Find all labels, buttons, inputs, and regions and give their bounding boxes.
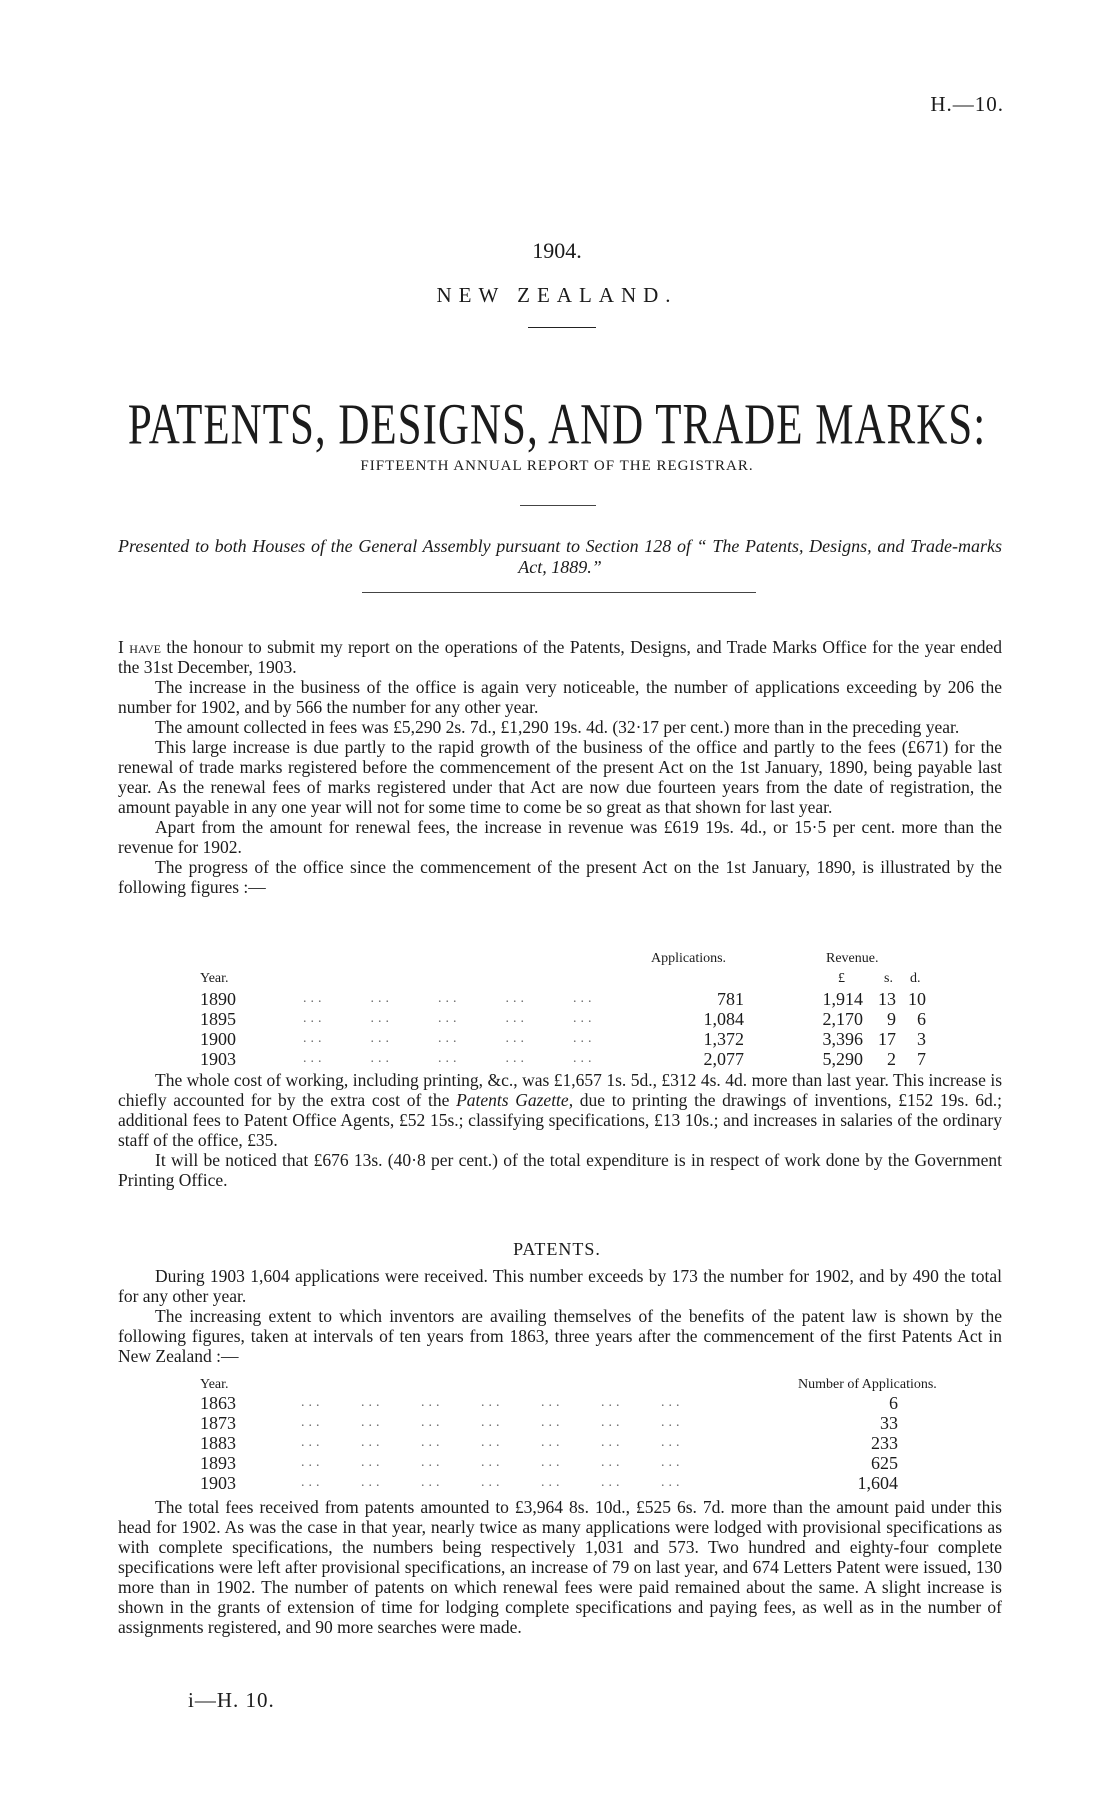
lead-in: I have — [118, 637, 162, 657]
table-row — [118, 1473, 1002, 1493]
pence-cell: 10 — [908, 989, 926, 1009]
year-cell: 1903 — [200, 1473, 236, 1493]
patent-applications-table — [118, 1375, 1002, 1493]
paragraph-text: due to printing the drawings of inventions, £152 19s. 6d.; additional fees to Patent Office Agents, £52 15s.; classifying specifications, £13 10s.; and increases in salaries of the ordinary staff of the office, £35. — [118, 1090, 1002, 1150]
leader-dots: ... ... ... ... ... ... ... — [301, 1455, 684, 1470]
year-cell: 1873 — [200, 1413, 236, 1433]
year-cell: 1890 — [200, 989, 236, 1009]
country-heading: NEW ZEALAND. — [436, 283, 678, 307]
divider — [528, 327, 596, 328]
table-row — [118, 1049, 1002, 1069]
paragraph: This large increase is due partly to the rapid growth of the business of the office and partly to the fees (£671) for the renewal of trade marks registered before the commencement of the present Act on the 1st January, 1890, being payable last year. As the renewal fees of marks registered under that Act are now due fourteen years from the date of registration, the amount payable in any one year will not for some time to come be so great as that shown for last year. — [118, 737, 1002, 817]
unit-label: d. — [910, 971, 921, 986]
paragraph: The progress of the office since the commencement of the present Act on the 1st January, 1890, is illustrated by the following figures :— — [118, 857, 1002, 897]
paragraph: Apart from the amount for renewal fees, the increase in revenue was £619 19s. 4d., or 15·5 per cent. more than the revenue for 1902. — [118, 817, 1002, 857]
applications-revenue-table — [118, 949, 1002, 1069]
page-subtitle: FIFTEENTH ANNUAL REPORT OF THE REGISTRAR. — [360, 458, 754, 474]
count-cell: 33 — [880, 1413, 898, 1433]
paragraph: The amount collected in fees was £5,290 2s. 7d., £1,290 19s. 4d. (32·17 per cent.) more than in the preceding year. — [155, 717, 960, 737]
applications-cell: 781 — [717, 989, 744, 1009]
count-cell: 625 — [871, 1453, 898, 1473]
table-row — [118, 989, 1002, 1009]
cost-section — [118, 1070, 1002, 1190]
table-header-row — [118, 1375, 1002, 1393]
year-cell: 1900 — [200, 1029, 236, 1049]
shillings-cell: 9 — [887, 1009, 896, 1029]
paragraph — [118, 637, 1002, 677]
pounds-cell: 3,396 — [822, 1029, 863, 1049]
document-reference: H.—10. — [930, 92, 1004, 116]
count-cell: 6 — [889, 1393, 898, 1413]
column-header: Year. — [200, 971, 229, 986]
column-header: Applications. — [651, 951, 727, 966]
pounds-cell: 5,290 — [822, 1049, 863, 1069]
leader-dots: ... ... ... ... ... — [303, 1011, 596, 1026]
leader-dots: ... ... ... ... ... — [303, 1051, 596, 1066]
table-row — [118, 1433, 1002, 1453]
applications-cell: 1,372 — [703, 1029, 744, 1049]
applications-cell: 2,077 — [703, 1049, 744, 1069]
presentation-note: Presented to both Houses of the General Assembly pursuant to Section 128 of “ The Patents, Designs, and Trade-marks Act, 1889.” — [118, 536, 1002, 577]
count-cell: 233 — [871, 1433, 898, 1453]
year-cell: 1863 — [200, 1393, 236, 1413]
intro-section — [118, 637, 1002, 897]
table-row — [118, 1453, 1002, 1473]
page-signature: i—H. 10. — [188, 1688, 275, 1712]
publication-title: Patents Gazette, — [456, 1090, 574, 1110]
count-cell: 1,604 — [857, 1473, 898, 1493]
divider — [520, 505, 596, 506]
pence-cell: 3 — [917, 1029, 926, 1049]
paragraph: It will be noticed that £676 13s. (40·8 per cent.) of the total expenditure is in respect of work done by the Government Printing Office. — [118, 1150, 1002, 1190]
paragraph-text: the honour to submit my report on the operations of the Patents, Designs, and Trade Marks Office for the year ended the 31st December, 1903. — [118, 637, 1003, 677]
paragraph: The total fees received from patents amounted to £3,964 8s. 10d., £525 6s. 7d. more than the amount paid under this head for 1902. As was the case in that year, nearly twice as many applications were lodged with provisional specifications as with complete specifications, the numbers being respectively 1,031 and 573. Two hundred and eighty-four complete specifications were left after provisional specifications, an increase of 79 on last year, and 674 Letters Patent were issued, 130 more than in 1902. The number of patents on which renewal fees were paid remained about the same. A slight increase is shown in the grants of extension of time for lodging complete specifications and paying fees, as well as in the number of assignments registered, and 90 more searches were made. — [118, 1497, 1002, 1637]
applications-cell: 1,084 — [703, 1009, 744, 1029]
table-header-row — [118, 969, 1002, 989]
column-header: Number of Applications. — [798, 1377, 937, 1392]
paragraph — [118, 1070, 1002, 1150]
shillings-cell: 2 — [887, 1049, 896, 1069]
table-row — [118, 1393, 1002, 1413]
pounds-cell: 1,914 — [822, 989, 863, 1009]
unit-label: s. — [884, 971, 893, 986]
leader-dots: ... ... ... ... ... — [303, 991, 596, 1006]
table-row — [118, 1029, 1002, 1049]
pence-cell: 6 — [917, 1009, 926, 1029]
document-year: 1904. — [532, 238, 582, 263]
year-cell: 1883 — [200, 1433, 236, 1453]
divider — [362, 592, 756, 593]
year-cell: 1895 — [200, 1009, 236, 1029]
leader-dots: ... ... ... ... ... ... ... — [301, 1475, 684, 1490]
paragraph-text: The whole cost of working, including printing, &c., was £1,657 1s. 5d., £312 4s. 4d. more than last year. This increase is chiefly accounted for by the extra cost of the — [118, 1070, 1002, 1110]
table-row — [118, 1009, 1002, 1029]
patents-intro — [118, 1266, 1002, 1366]
paragraph: The increasing extent to which inventors are availing themselves of the benefits of the patent law is shown by the following figures, taken at intervals of ten years from 1863, three years after the commencement of the first Patents Act in New Zealand :— — [118, 1306, 1002, 1366]
paragraph: During 1903 1,604 applications were received. This number exceeds by 173 the number for 1902, and by 490 the total for any other year. — [118, 1266, 1002, 1306]
leader-dots: ... ... ... ... ... ... ... — [301, 1415, 684, 1430]
table-header-row — [118, 949, 1002, 969]
pence-cell: 7 — [917, 1049, 926, 1069]
year-cell: 1893 — [200, 1453, 236, 1473]
shillings-cell: 13 — [878, 989, 896, 1009]
unit-label: £ — [838, 971, 845, 986]
year-cell: 1903 — [200, 1049, 236, 1069]
table-row — [118, 1413, 1002, 1433]
section-heading: PATENTS. — [513, 1239, 601, 1259]
pounds-cell: 2,170 — [822, 1009, 863, 1029]
leader-dots: ... ... ... ... ... ... ... — [301, 1395, 684, 1410]
paragraph: The increase in the business of the office is again very noticeable, the number of applications exceeding by 206 the number for 1902, and by 566 the number for any other year. — [118, 677, 1002, 717]
column-header: Year. — [200, 1377, 229, 1392]
page-title: PATENTS, DESIGNS, AND TRADE MARKS: — [127, 393, 987, 457]
column-header: Revenue. — [826, 951, 879, 966]
leader-dots: ... ... ... ... ... ... ... — [301, 1435, 684, 1450]
patents-fees-section — [118, 1497, 1002, 1637]
leader-dots: ... ... ... ... ... — [303, 1031, 596, 1046]
shillings-cell: 17 — [878, 1029, 896, 1049]
